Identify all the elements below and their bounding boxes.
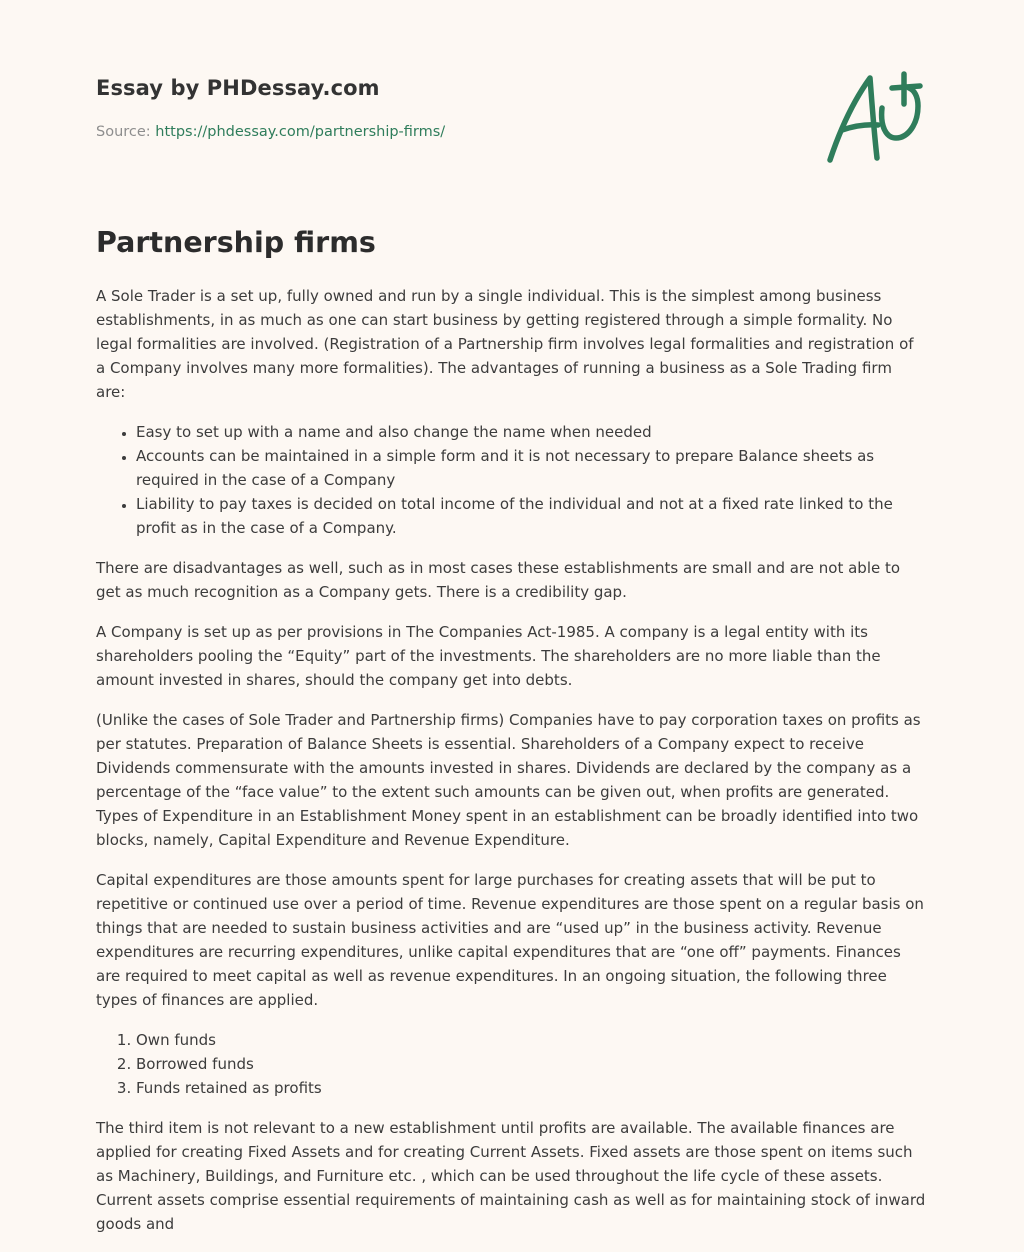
paragraph: A Company is set up as per provisions in The Companies Act-1985. A company is a legal entity with its shareholders pooling the “Equity” part of the investments. The shareholders are no more liable than the amount invested in shares, should the company get into debts.	[96, 623, 881, 689]
list-item: • Liability to pay taxes is decided on total income of the individual and not at a fixed rate linked to the profit as in the case of a Company.	[136, 492, 926, 540]
paragraph: (Unlike the cases of Sole Trader and Partnership firms) Companies have to pay corporation taxes on profits as per statutes. Preparation of Balance Sheets is essential. Shareholders of a Company expect to receive Dividends commensurate with the amounts invested in shares. Dividends are declared by the company as a percentage of the “face value” to the extent such amounts can be given out, when profits are generated. Types of Expenditure in an Establishment Money spent in an establishment can be broadly identified into two blocks, namely, Capital Expenditure and Revenue Expenditure.	[96, 711, 921, 849]
site-brand: Essay by PHDessay.com	[96, 76, 380, 100]
advantages-list	[96, 420, 926, 540]
source-label: Source:	[96, 124, 151, 140]
paragraph: Capital expenditures are those amounts spent for large purchases for creating assets that will be put to repetitive or continued use over a period of time. Revenue expenditures are those spent on a regular basis on things that are needed to sustain business activities and are “used up” in the business activity. Revenue expenditures are recurring expenditures, unlike capital expenditures that are “one off” payments. Finances are required to meet capital as well as revenue expenditures. In an ongoing situation, the following three types of finances are applied.	[96, 871, 924, 1009]
list-item: 3. Funds retained as profits	[136, 1076, 926, 1100]
paragraph: There are disadvantages as well, such as in most cases these establishments are small and are not able to get as much recognition as a Company gets. There is a credibility gap.	[96, 559, 901, 601]
paragraph: A Sole Trader is a set up, fully owned and run by a single individual. This is the simplest among business establishments, in as much as one can start business by getting registered through a simple formality. No legal formalities are involved. (Registration of a Partnership firm involves legal formalities and registration of a Company involves many more formalities). The advantages of running a business as a Sole Trading firm are:	[96, 287, 914, 401]
source-link[interactable]: https://phdessay.com/partnership-firms/	[155, 124, 446, 140]
essay-title: Partnership firms	[96, 226, 376, 259]
list-item: • Easy to set up with a name and also change the name when needed	[136, 420, 926, 444]
list-item: • Accounts can be maintained in a simple form and it is not necessary to prepare Balance sheets as required in the case of a Company	[136, 444, 926, 492]
list-item: 2. Borrowed funds	[136, 1052, 926, 1076]
a-plus-logo-icon	[820, 68, 932, 168]
source-line	[96, 124, 445, 140]
paragraph: The third item is not relevant to a new establishment until profits are available. The available finances are applied for creating Fixed Assets and for creating Current Assets. Fixed assets are those spent on items such as Machinery, Buildings, and Furniture etc. , which can be used throughout the life cycle of these assets. Current assets comprise essential requirements of maintaining cash as well as for maintaining stock of inward goods and	[96, 1119, 926, 1233]
list-item: 1. Own funds	[136, 1028, 926, 1052]
finance-types-list	[96, 1028, 926, 1100]
essay-body	[96, 284, 926, 1252]
